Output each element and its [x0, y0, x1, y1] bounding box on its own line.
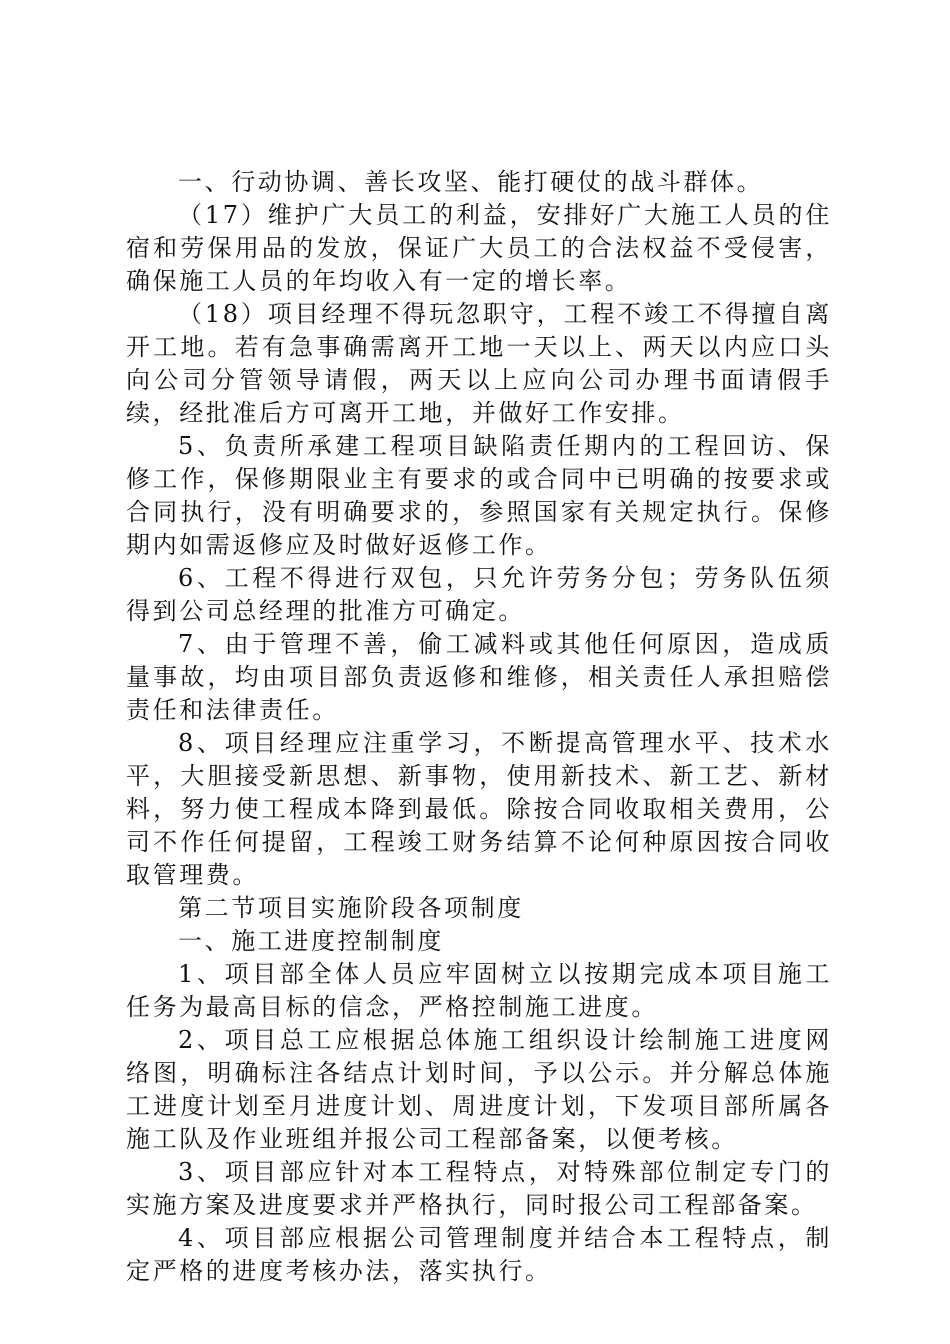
paragraph-7: 8、项目经理应注重学习，不断提高管理水平、技术水平，大胆接受新思想、新事物，使用新技术、新工艺、新材料，努力使工程成本降到最低。除按合同收取相关费用，公司不作任何提留，工程竣工财务结算不论何种原因按合同收取管理费。	[126, 729, 832, 889]
section-heading: 第二节项目实施阶段各项制度	[178, 894, 524, 922]
paragraph-9: 2、项目总工应根据总体施工组织设计绘制施工进度网络图，明确标注各结点计划时间，予以公示。并分解总体施工进度计划至月进度计划、周进度计划，下发项目部所属各施工队及作业班组并报公司工程部备案，以便考核。	[126, 1026, 832, 1153]
subsection-heading: 一、施工进度控制制度	[178, 927, 444, 955]
paragraph-6: 7、由于管理不善，偷工减料或其他任何原因，造成质量事故，均由项目部负责返修和维修，相关责任人承担赔偿责任和法律责任。	[126, 630, 832, 724]
paragraph-10: 3、项目部应针对本工程特点，对特殊部位制定专门的实施方案及进度要求并严格执行，同时报公司工程部备案。	[126, 1158, 832, 1219]
paragraph-3: （18）项目经理不得玩忽职守，工程不竣工不得擅自离开工地。若有急事确需离开工地一天以上、两天以内应口头向公司分管领导请假，两天以上应向公司办理书面请假手续，经批准后方可离开工地，并做好工作安排。	[126, 300, 832, 427]
paragraph-4: 5、负责所承建工程项目缺陷责任期内的工程回访、保修工作，保修期限业主有要求的或合同中已明确的按要求或合同执行，没有明确要求的，参照国家有关规定执行。保修期内如需返修应及时做好返修工作。	[126, 432, 832, 559]
paragraph-1: 一、行动协调、善长攻坚、能打硬仗的战斗群体。	[178, 168, 764, 196]
paragraph-8: 1、项目部全体人员应牢固树立以按期完成本项目施工任务为最高目标的信念，严格控制施工进度。	[126, 960, 832, 1021]
paragraph-11: 4、项目部应根据公司管理制度并结合本工程特点，制定严格的进度考核办法，落实执行。	[126, 1224, 832, 1285]
paragraph-5: 6、工程不得进行双包，只允许劳务分包；劳务队伍须得到公司总经理的批准方可确定。	[126, 564, 832, 625]
document-body	[126, 166, 832, 1288]
paragraph-2: （17）维护广大员工的利益，安排好广大施工人员的住宿和劳保用品的发放，保证广大员工的合法权益不受侵害，确保施工人员的年均收入有一定的增长率。	[126, 201, 832, 295]
